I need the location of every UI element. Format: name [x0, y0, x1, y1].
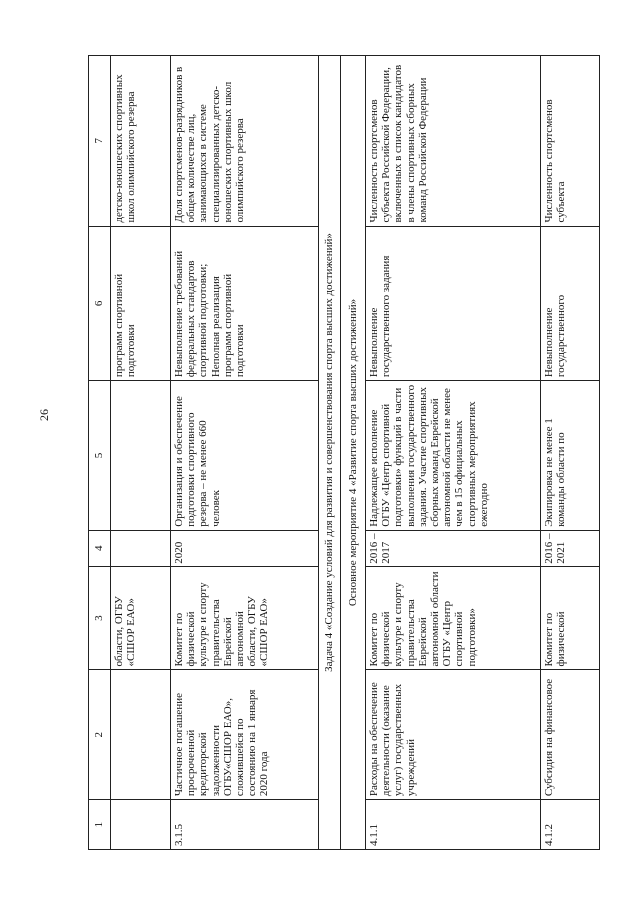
table-cell: детско-юношеских спортивных школ олимпийского резерва: [113, 74, 138, 223]
table-cell: Комитет по физической: [541, 566, 599, 670]
task-heading: Задача 4 «Создание условий для развития и совершенствования спорта высших достижений»: [323, 233, 335, 672]
table-cell: области, ОГБУ «СШОР ЕАО»: [111, 566, 170, 670]
table-cell: 4.1.2: [541, 799, 599, 849]
plan-table: [88, 55, 600, 850]
table-header-cell: 4: [89, 530, 110, 566]
table-cell: Надлежащее исполнение ОГБУ «Центр спортивной подготовки» функций в части выполнения государственного задания. Участие спортивных сборных команд Еврейской автономной области не менее чем в 15 официальных спортивных мероприятиях ежегодно: [366, 380, 540, 530]
table-cell: Организация и обеспечение подготовки спортивного резерва – не менее 660 человек: [171, 380, 318, 530]
table-cell: Невыполнение требований федеральных стандартов спортивной подготовки; Неполная реализация программ спортивной подготовки: [171, 226, 318, 381]
activity-heading-row: [341, 56, 366, 849]
table-cell: 2016 – 2021: [541, 530, 599, 566]
table-cell: [111, 669, 170, 799]
activity-heading: Основное мероприятие 4 «Развитие спорта высших достижений»: [347, 298, 359, 607]
table-header-cell: 3: [89, 566, 110, 670]
table-cell: 2016 – 2017: [366, 530, 540, 566]
table-header-cell: 5: [89, 380, 110, 530]
table-cell: Невыполнение государственного задания: [366, 226, 540, 381]
table-cell: Комитет по физической культуре и спорту правительства Еврейской автономной области ОГБУ «Центр спортивной подготовки»: [366, 566, 540, 670]
task-heading-row: [319, 56, 341, 849]
table-cell: 4.1.1: [366, 799, 540, 849]
table-cell: 3.1.5: [171, 799, 318, 849]
table-header-cell: 6: [89, 226, 110, 381]
table-header-cell: 7: [93, 138, 105, 144]
table-cell: [111, 380, 170, 530]
table-cell: [111, 530, 170, 566]
page-number: 26: [37, 409, 51, 421]
table-cell: Экипировка не менее 1 команды области по: [541, 380, 599, 530]
table-row: [171, 56, 319, 849]
table-header-cell: 1: [89, 799, 110, 849]
table-cell: Комитет по физической культуре и спорту правительства Еврейской автономной области, ОГБУ «СШОР ЕАО»: [171, 566, 318, 670]
table-cell: программ спортивной подготовки: [111, 226, 170, 381]
table-row: [541, 56, 599, 849]
table-cell: Численность спортсменов субъекта Российской Федерации, включенных в список кандидатов в члены спортивных сборных команд Российской Федерации: [368, 64, 429, 223]
table-header-cell: 2: [89, 669, 110, 799]
table-cell: [111, 799, 170, 849]
table-cell: Численность спортсменов субъекта: [543, 99, 568, 223]
table-cell: Частичное погашение просроченной кредиторской задолженности ОГБУ«СШОР ЕАО», сложившейся по состоянию на 1 января 2020 года: [171, 669, 318, 799]
table-header-row: [89, 56, 111, 849]
table-cell: Расходы на обеспечение деятельности (оказание услуг) государственных учреждений: [366, 669, 540, 799]
table-row: [366, 56, 541, 849]
table-cell: Доля спортсменов-разрядников в общем количестве лиц, занимающихся в системе специализированных детско-юношеских спортивных школ олимпийского резерва: [173, 66, 247, 223]
table-cell: Субсидия на финансовое: [541, 669, 599, 799]
table-cell: Невыполнение государственного: [541, 226, 599, 381]
table-cell: 2020: [171, 530, 318, 566]
table-row: [111, 56, 171, 849]
